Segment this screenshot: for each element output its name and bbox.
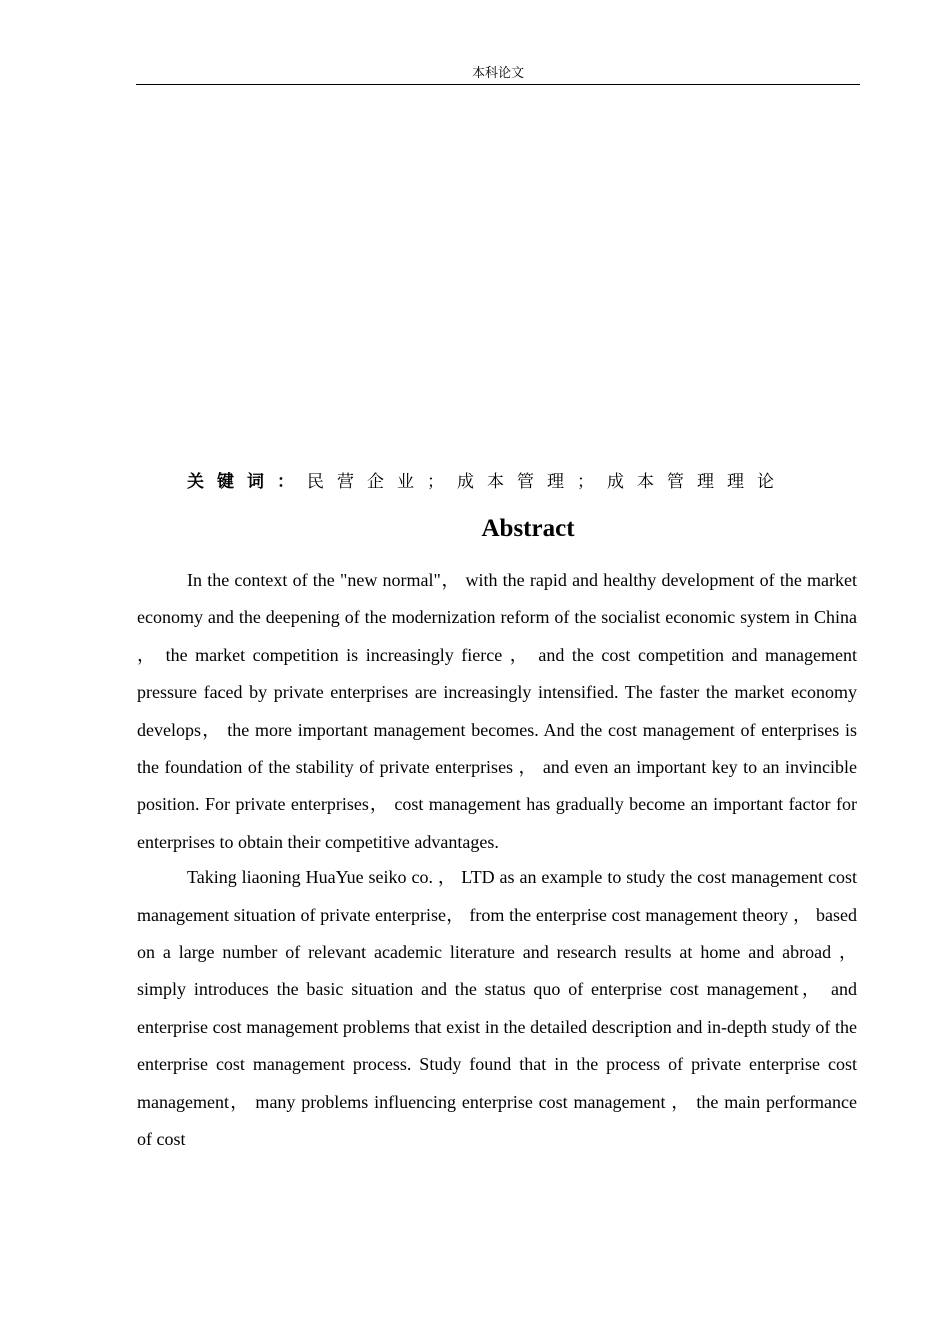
keywords-line <box>187 468 867 496</box>
abstract-body <box>137 562 857 1159</box>
keywords-label: 关键词： <box>187 472 307 492</box>
abstract-paragraph-1: In the context of the "new normal"， with the rapid and healthy development of the market economy and the deepening of the modernization reform of the socialist economic system in China ， the market competition is increasingly fierce ， and the cost competition and management pressure faced by private enterprises are increasingly intensified. The faster the market economy develops， the more important management becomes. And the cost management of enterprises is the foundation of the stability of private enterprises ， and even an important key to an invincible position. For private enterprises， cost management has gradually become an important factor for enterprises to obtain their competitive advantages. <box>137 570 857 852</box>
abstract-heading: Abstract <box>481 515 575 542</box>
keywords-items: 民营企业；成本管理；成本管理理论 <box>307 472 787 492</box>
header-title: 本科论文 <box>471 66 524 81</box>
abstract-paragraph-2: Taking liaoning HuaYue seiko co. ， LTD as an example to study the cost management cost management situation of private enterprise， from the enterprise cost management theory ， based on a large number of relevant academic literature and research results at home and abroad ， simply introduces the basic situation and the status quo of enterprise cost management， and enterprise cost management problems that exist in the detailed description and in-depth study of the enterprise cost management process. Study found that in the process of private enterprise cost management， many problems influencing enterprise cost management ， the main performance of cost <box>137 867 857 1150</box>
page-header <box>136 64 860 85</box>
